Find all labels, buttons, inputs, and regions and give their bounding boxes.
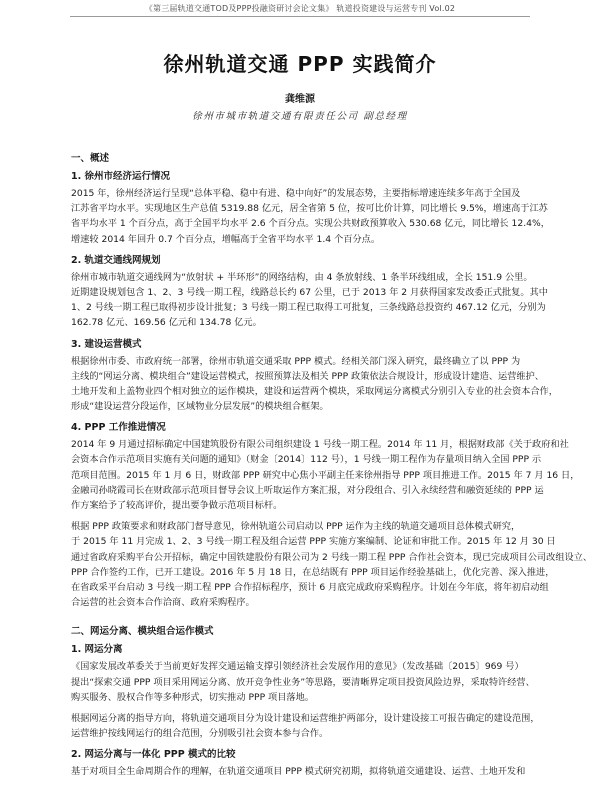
subsection-heading-ppp-progress: 4. PPP 工作推进情况 xyxy=(71,422,166,434)
subsection-heading-economy: 1. 徐州市经济运行情况 xyxy=(71,171,171,182)
text-line: 省平均水平 1 个百分点，高于全国平均水平 2.6 个百分点。实现公共财政预算收入 530.68 亿元，同比增长 12.4%， xyxy=(71,218,550,230)
text-line: 主线的“网运分离、模块组合”建设运营模式，按照预算法及相关 PPP 政策依法合规设计，形成设计建造、运营维护、 xyxy=(71,370,544,382)
text-line: 2015 年，徐州经济运行呈现“总体平稳、稳中有进、稳中向好”的发展态势，主要指标增速连续多年高于全国及 xyxy=(71,188,521,199)
text-line: 根据网运分离的指导方向，将轨道交通项目分为设计建设和运营维护两部分，设计建设接工可报告确定的建设范围， xyxy=(71,712,540,724)
text-line: 会资本合作示范项目实施有关问题的通知》（财金〔2014〕112 号），1 号线一期工程作为存量项目纳入全国 PPP 示 xyxy=(71,454,542,466)
running-head: 《第三届轨道交通TOD及PPP投融资研讨会论文集》 轨道投资建设与运营专刊 Vol.02 xyxy=(144,4,456,13)
article-body xyxy=(71,151,593,785)
text-line: 基于对项目全生命周期合作的理解，在轨道交通项目 PPP 模式研究初期，拟将轨道交通建设、运营、土地开发和 xyxy=(71,766,526,778)
subsection-heading-network-separation: 1. 网运分离 xyxy=(71,644,123,656)
paragraph-ppp-progress-b xyxy=(71,519,593,610)
paragraph-network-separation-a xyxy=(71,659,535,705)
text-line: 近期建设规划包含 1、2、3 号线一期工程，线路总长约 67 公里，已于 2013 年 2 月获得国家发改委正式批复。其中 xyxy=(71,286,548,298)
text-line: 根据徐州市委、市政府统一部署，徐州市轨道交通采取 PPP 模式。经相关部门深入研究，最终确立了以 PPP 为 xyxy=(71,355,521,367)
subsection-heading-network-plan: 2. 轨道交通线网规划 xyxy=(71,254,161,266)
text-line: 徐州市城市轨道交通线网为“放射状 + 半环形”的网络结构，由 4 条放射线、1 条半环线组成，全长 151.9 公里。 xyxy=(71,271,533,283)
text-line: PPP 合作签约工作，已开工建设。2016 年 5 月 18 日，在总结既有 PPP 项目运作经验基础上，优化完善、深入推进， xyxy=(71,566,555,578)
text-line: 《国家发展改革委关于当前更好发挥交通运输支撑引领经济社会发展作用的意见》（发改基础〔2015〕969 号） xyxy=(71,661,524,673)
text-line: 2014 年 9 月通过招标确定中国建筑股份有限公司组织建设 1 号线一期工程。2014 年 11 月，根据财政部《关于政府和社 xyxy=(71,439,569,451)
text-line: 1、2 号线一期工程已取得初步设计批复；3 号线一期工程已取得工可批复，三条线路总投资约 467.12 亿元，分别为 xyxy=(71,302,546,314)
paragraph-ppp-progress-a xyxy=(71,437,580,513)
text-line: 购买服务、股权合作等多种形式，切实推动 PPP 项目落地。 xyxy=(71,691,314,703)
author-name: 龚维源 xyxy=(285,94,315,105)
header-divider xyxy=(70,16,530,17)
article-title: 徐州轨道交通 PPP 实践简介 xyxy=(163,52,437,76)
text-line: 土地开发和上盖物业四个相对独立的运作模块，建设和运营两个模块，采取网运分离模式分别引入专业的社会资本合作， xyxy=(71,385,558,397)
text-line: 在省政采平台启动 3 号线一期工程 PPP 合作招标程序，预计 6 月底完成政府采购程序。计划在今年底，将年初启动组 xyxy=(71,581,549,593)
text-line: 通过省政府采购平台公开招标，确定中国铁建股份有限公司为 2 号线一期工程 PPP 合作社会资本，现已完成项目公司改组设立、 xyxy=(71,551,593,563)
text-line: 提出“探索交通 PPP 项目采用网运分离、放开竞争性业务”等思路，要清晰界定项目投资风险边界，采取特许经营、 xyxy=(71,676,535,688)
text-line: 作方案给予了较高评价，提出要争做示范项目标杆。 xyxy=(71,500,283,511)
paragraph-network-plan xyxy=(71,270,548,331)
text-line: 形成“建设运营分段运作，区域物业分层发展”的模块组合框架。 xyxy=(71,401,329,413)
paragraph-operation-mode xyxy=(71,354,558,415)
text-line: 范项目范围。2015 年 1 月 6 日，财政部 PPP 研究中心焦小平副主任来徐州指导 PPP 项目推进工作。2015 年 7 月 16 日， xyxy=(71,469,580,481)
text-line: 根据 PPP 政策要求和财政部门督导意见，徐州轨道公司启动以 PPP 运作为主线的轨道交通项目总体模式研究， xyxy=(71,521,521,533)
text-line: 于 2015 年 11 月完成 1、2、3 号线一期工程及组合运营 PPP 实施方案编制、论证和审批工作。2015 年 12 月 30 日 xyxy=(71,536,556,548)
text-line: 江苏省平均水平。实现地区生产总值 5319.88 亿元，居全省第 5 位，按可比价计算，同比增长 9.5%，增速高于江苏 xyxy=(71,203,548,215)
paragraph-mode-comparison xyxy=(71,764,535,779)
author-affiliation: 徐州市城市轨道交通有限责任公司 副总经理 xyxy=(192,111,408,122)
text-line: 金融司孙晓霞司长在财政部示范项目督导会议上听取运作方案汇报，对分段组合、引入永续经营和融资延续的 PPP 运 xyxy=(71,484,544,496)
text-line: 增速较 2014 年回升 0.7 个百分点，增幅高于全省平均水平 1.4 个百分点。 xyxy=(71,233,381,245)
subsection-heading-operation-mode: 3. 建设运营模式 xyxy=(71,338,142,350)
paragraph-economy xyxy=(71,186,550,247)
text-line: 运营维护按线网运行的组合范围，分别吸引社会资本参与合作。 xyxy=(71,728,329,740)
text-line: 162.78 亿元、169.56 亿元和 134.78 亿元。 xyxy=(71,317,262,329)
subsection-heading-mode-comparison: 2. 网运分离与一体化 PPP 模式的比较 xyxy=(71,749,236,761)
section-heading-overview: 一、概述 xyxy=(71,153,110,164)
section-heading-network-operation: 二、网运分离、模块组合运作模式 xyxy=(71,626,214,638)
paragraph-network-separation-b xyxy=(71,711,540,741)
text-line: 合运营的社会资本合作洽商、政府采购程序。 xyxy=(71,597,255,609)
